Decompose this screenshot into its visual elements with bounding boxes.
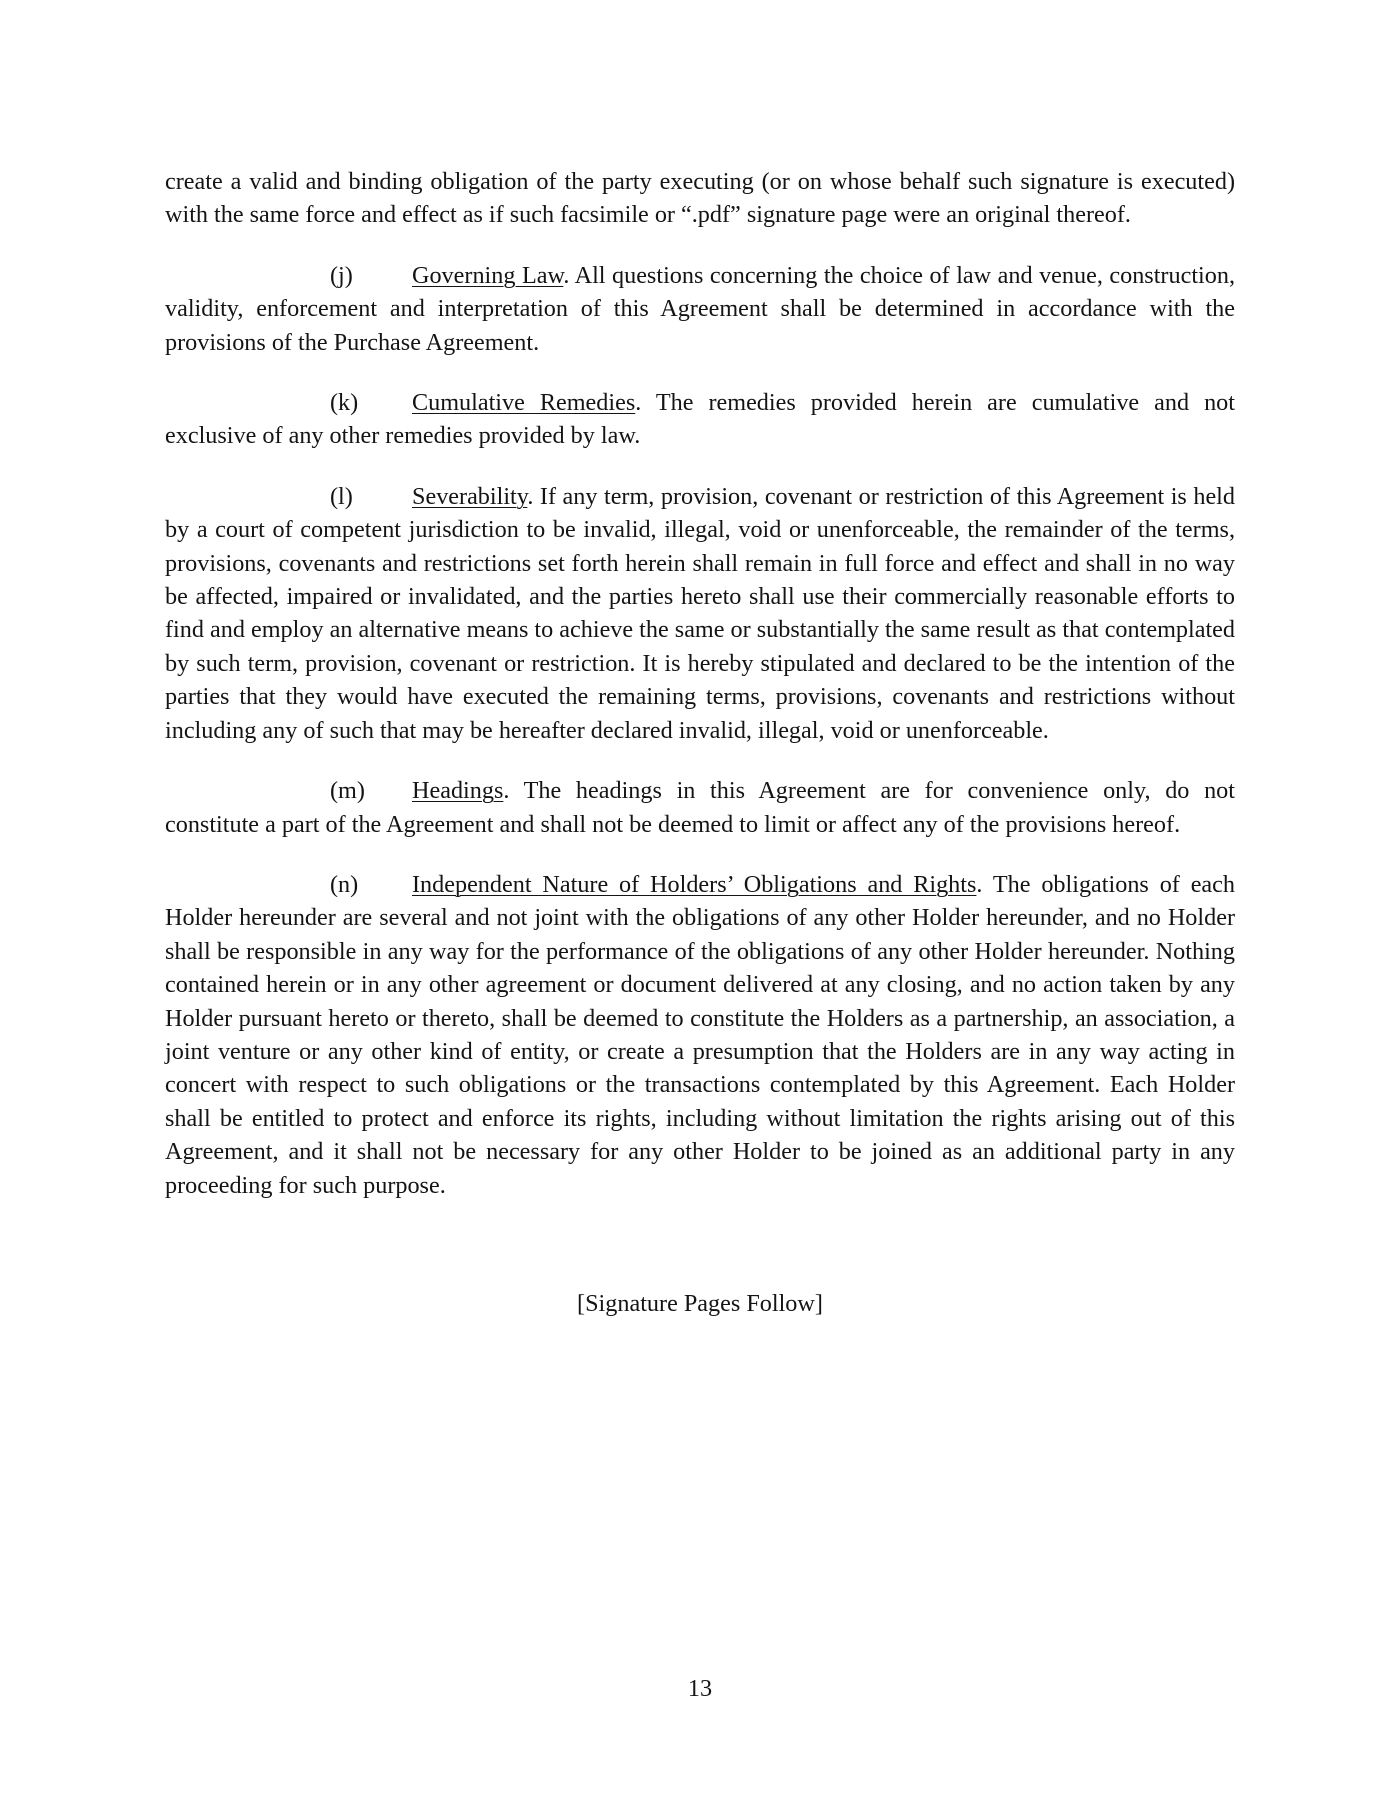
section-heading: Governing Law xyxy=(412,261,564,289)
section-k-paragraph xyxy=(165,386,1235,453)
section-label: (k) xyxy=(330,389,359,417)
page-number: 13 xyxy=(687,1675,713,1702)
section-label: (m) xyxy=(330,777,365,805)
section-l-paragraph xyxy=(165,480,1235,747)
section-heading: Severability xyxy=(412,482,528,510)
section-text: . All questions concerning the choice of law and venue, construction, validity, enforcement and interpretation of this Agreement shall be determined in accordance with the provisions of the Purchase Agreement. xyxy=(165,261,1235,356)
section-heading: Cumulative Remedies xyxy=(412,389,636,417)
section-label: (j) xyxy=(330,261,353,289)
signature-pages-note: [Signature Pages Follow] xyxy=(577,1290,823,1317)
section-heading: Independent Nature of Holders’ Obligations and Rights xyxy=(412,870,977,898)
section-label: (n) xyxy=(330,870,359,898)
section-n-paragraph xyxy=(165,868,1235,1202)
section-text: . The headings in this Agreement are for convenience only, do not constitute a part of the Agreement and shall not be deemed to limit or affect any of the provisions hereof. xyxy=(165,777,1235,838)
section-text: . If any term, provision, covenant or restriction of this Agreement is held by a court of competent jurisdiction to be invalid, illegal, void or unenforceable, the remainder of the terms, provisions, covenants and restrictions set forth herein shall remain in full force and effect and shall in no way be affected, impaired or invalidated, and the parties hereto shall use their commercially reasonable efforts to find and employ an alternative means to achieve the same or substantially the same result as that contemplated by such term, provision, covenant or restriction. It is hereby stipulated and declared to be the intention of the parties that they would have executed the remaining terms, provisions, covenants and restrictions without including any of such that may be hereafter declared invalid, illegal, void or unenforceable. xyxy=(165,482,1235,744)
section-m-paragraph xyxy=(165,774,1235,841)
section-text: . The obligations of each Holder hereunder are several and not joint with the obligations of any other Holder hereunder, and no Holder shall be responsible in any way for the performance of the obligations of any other Holder hereunder. Nothing contained herein or in any other agreement or document delivered at any closing, and no action taken by any Holder pursuant hereto or thereto, shall be deemed to constitute the Holders as a partnership, an association, a joint venture or any other kind of entity, or create a presumption that the Holders are in any way acting in concert with respect to such obligations or the transactions contemplated by this Agreement. Each Holder shall be entitled to protect and enforce its rights, including without limitation the rights arising out of this Agreement, and it shall not be necessary for any other Holder to be joined as an additional party in any proceeding for such purpose. xyxy=(165,870,1235,1199)
section-heading: Headings xyxy=(412,777,504,805)
document-body xyxy=(165,165,1235,1229)
continuation-paragraph: create a valid and binding obligation of the party executing (or on whose behalf such signature is executed) with the same force and effect as if such facsimile or “.pdf” signature page were an original thereof. xyxy=(165,168,1235,229)
section-label: (l) xyxy=(330,482,353,510)
section-j-paragraph xyxy=(165,259,1235,359)
section-text: . The remedies provided herein are cumulative and not exclusive of any other remedies provided by law. xyxy=(165,389,1235,450)
